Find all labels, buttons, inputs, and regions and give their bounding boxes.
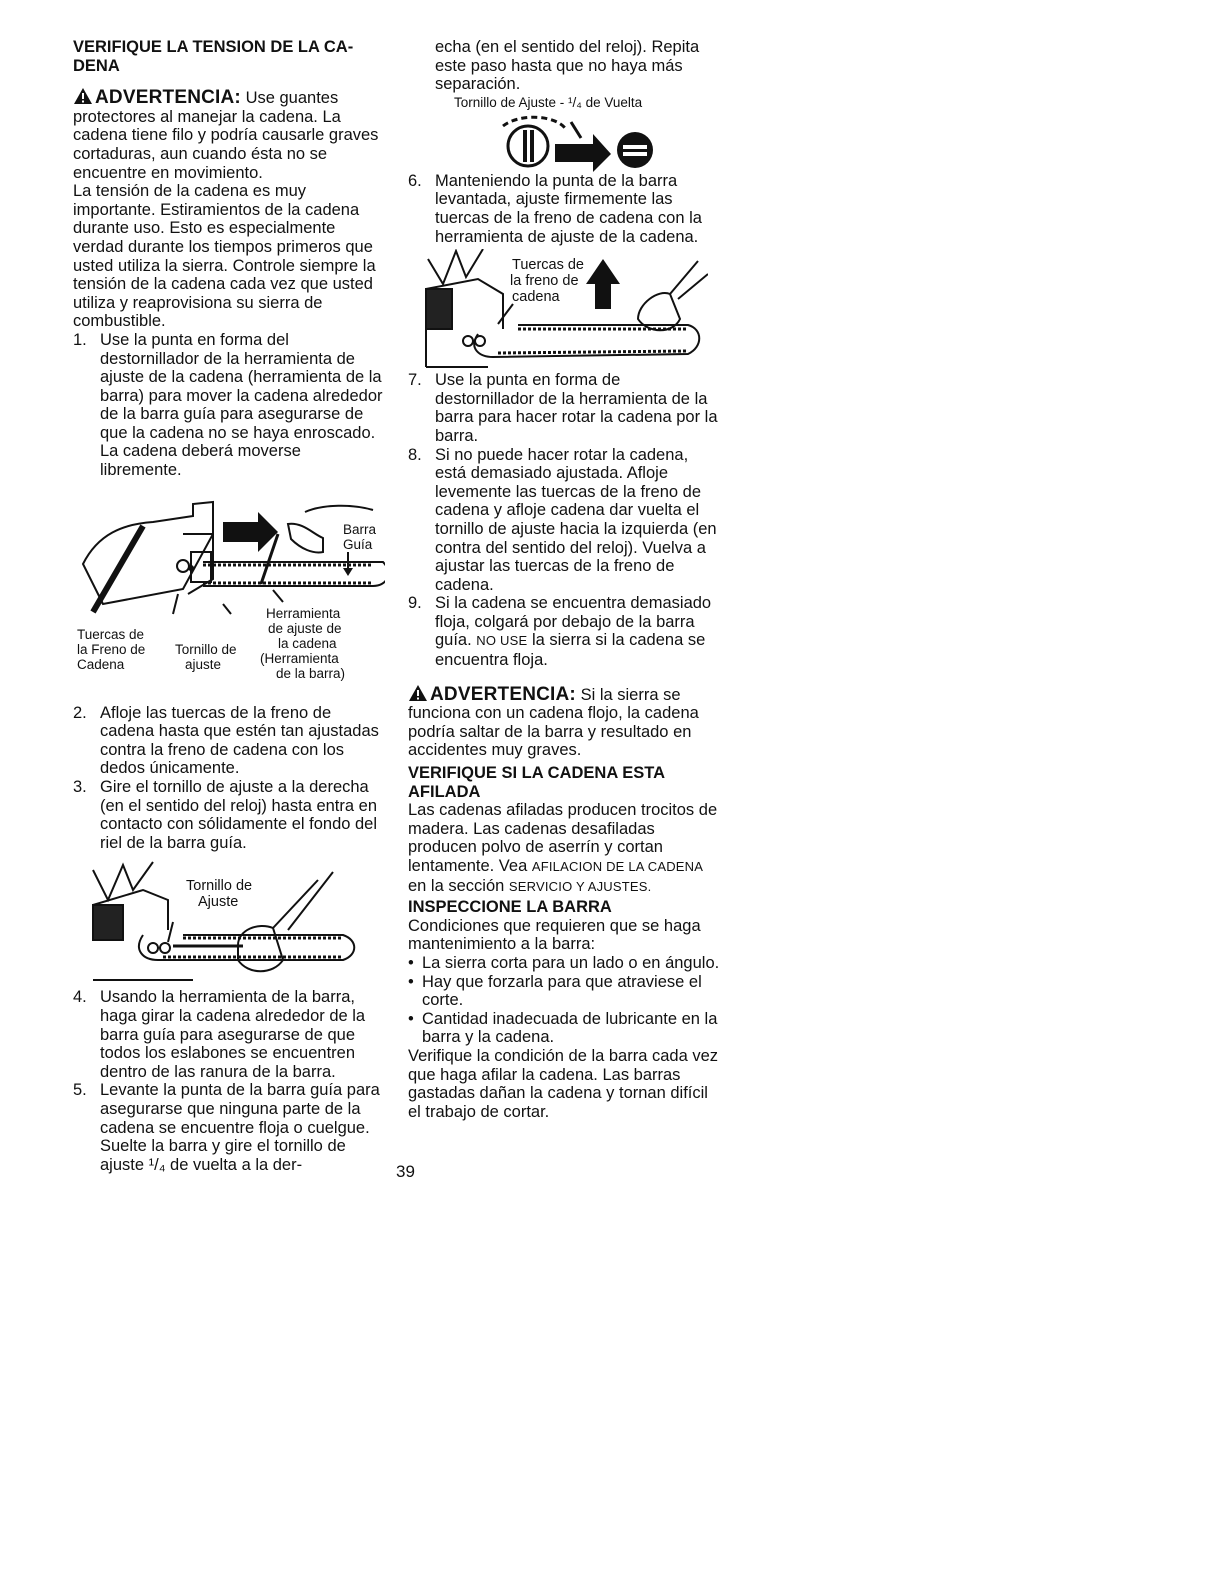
heading-chain-tension: VERIFIQUE LA TENSION DE LA CA-DENA <box>73 38 354 75</box>
left-column <box>73 38 385 1174</box>
step-5: 5. Levante la punta de la barra guía para asegurarse que ninguna parte de la cadena se encuentre floja o cuelgue. Suelte la barra y gire el tornillo de ajuste ¹/₄ de vuelta a la der- <box>73 1081 380 1174</box>
step-3: 3. Gire el tornillo de ajuste a la derecha (en el sentido del reloj) hasta entra en contacto con sólidamente el fondo del riel de la barra guía. <box>73 778 378 852</box>
warning-icon <box>408 684 428 702</box>
step-8: 8. Si no puede hacer rotar la cadena, está demasiado ajustada. Afloje levemente las tuercas de la freno de cadena y afloje cadena dar vuelta el tornillo de ajuste hacia la izquierda (en contra del sentido del reloj). Vuelva a ajustar las tuercas de la freno de cadena. <box>408 445 717 594</box>
warning-label: ADVERTENCIA: <box>95 87 241 109</box>
steps-list-c <box>73 988 385 1174</box>
warning-text: Si la sierra se funciona con un cadena flojo, la cadena podría saltar de la barra y resultado en accidentes muy graves. <box>408 685 699 760</box>
figure-quarter-turn: Tornillo de Ajuste - ¹/₄ de Vuelta <box>408 94 723 172</box>
figure-brake-nuts: Tuercas de la freno de cadena <box>408 249 723 371</box>
page-number: 39 <box>396 1162 415 1181</box>
inspect-bar-outro: Verifique la condición de la barra cada vez que haga afilar la cadena. Las barras gastadas dañan la cadena y tornan difícil el trabajo de cortar. <box>408 1046 719 1121</box>
warning-text: Use guantes protectores al manejar la cadena. La cadena tiene filo y podría causarle graves cortaduras, aun cuando ésta no se encuentre en movimiento. <box>73 89 379 182</box>
sharp-chain-text: Las cadenas afiladas producen trocitos de madera. Las cadenas desafiladas producen polvo de aserrín y cortan lentamente. Vea AFILACION DE LA CADENA en la sección SERVICIO Y AJUSTES. <box>408 801 718 895</box>
quarter-turn-icon <box>493 114 663 172</box>
heading-inspect-bar: INSPECCIONE LA BARRA <box>408 898 612 917</box>
inspect-bar-intro: Condiciones que requieren que se haga mantenimiento a la barra: <box>408 916 701 954</box>
list-item: • Cantidad inadecuada de lubricante en la barra y la cadena. <box>408 1009 718 1047</box>
steps-list-d <box>408 172 723 246</box>
step-2: 2. Afloje las tuercas de la freno de cadena hasta que estén tan ajustadas contra la freno de cadena con los dedos únicamente. <box>73 703 379 778</box>
warning-gloves <box>73 87 385 182</box>
steps-list-b <box>73 704 385 853</box>
step-7: 7. Use la punta en forma de destornillador de la herramienta de la barra para hacer rotar la cadena por la barra. <box>408 371 718 445</box>
step-6: 6. Manteniendo la punta de la barra levantada, ajuste firmemente las tuercas de la freno de cadena con la herramienta de ajuste de la cadena. <box>408 171 702 246</box>
step-4: 4. Usando la herramienta de la barra, haga girar la cadena alrededor de la barra guía para asegurarse de que todos los eslabones se encuentren dentro de las ranura de la barra. <box>73 988 366 1081</box>
step-1: 1. Use la punta en forma del destornillador de la herramienta de ajuste de la cadena (herramienta de la barra) para mover la cadena alrededor de la barra guía para asegurarse de que la cadena no se haya enroscado. La cadena deberá moverse libremente. <box>73 330 383 480</box>
warning-loose-chain <box>408 684 723 760</box>
warning-label: ADVERTENCIA: <box>430 683 576 705</box>
right-column <box>408 38 723 1121</box>
heading-sharp-chain: VERIFIQUE SI LA CADENA ESTA AFILADA <box>408 764 665 801</box>
list-item: • La sierra corta para un lado o en ángulo. <box>408 953 720 972</box>
figure-chain-tool: Barra Guía Herramienta de ajuste de la cadena (Herramienta de la barra) Tuercas de la Freno de Cadena Tornillo de ajuste <box>73 494 385 704</box>
warning-icon <box>73 87 93 105</box>
no-use-text: NO USE <box>476 633 528 649</box>
steps-list-e <box>408 371 723 670</box>
step-5-continuation: echa (en el sentido del reloj). Repita este paso hasta que no haya más separación. <box>435 38 700 94</box>
bar-conditions-list <box>408 954 723 1047</box>
figure-adjusting-screw: Tornillo de Ajuste <box>73 860 385 988</box>
steps-list-a <box>73 331 385 480</box>
step-9: 9. Si la cadena se encuentra demasiado floja, colgará por debajo de la barra guía. NO USE la sierra si la cadena se encuentra floja. <box>408 594 712 670</box>
list-item: • Hay que forzarla para que atraviese el corte. <box>408 972 702 1010</box>
tension-intro: La tensión de la cadena es muy importante. Estiramientos de la cadena durante uso. Esto es especialmente verdad durante los tiempos primeros que usted utiliza la sierra. Controle siempre la tensión de la cadena cada vez que usted utiliza y reaprovisiona su sierra de combustible. <box>73 182 376 331</box>
